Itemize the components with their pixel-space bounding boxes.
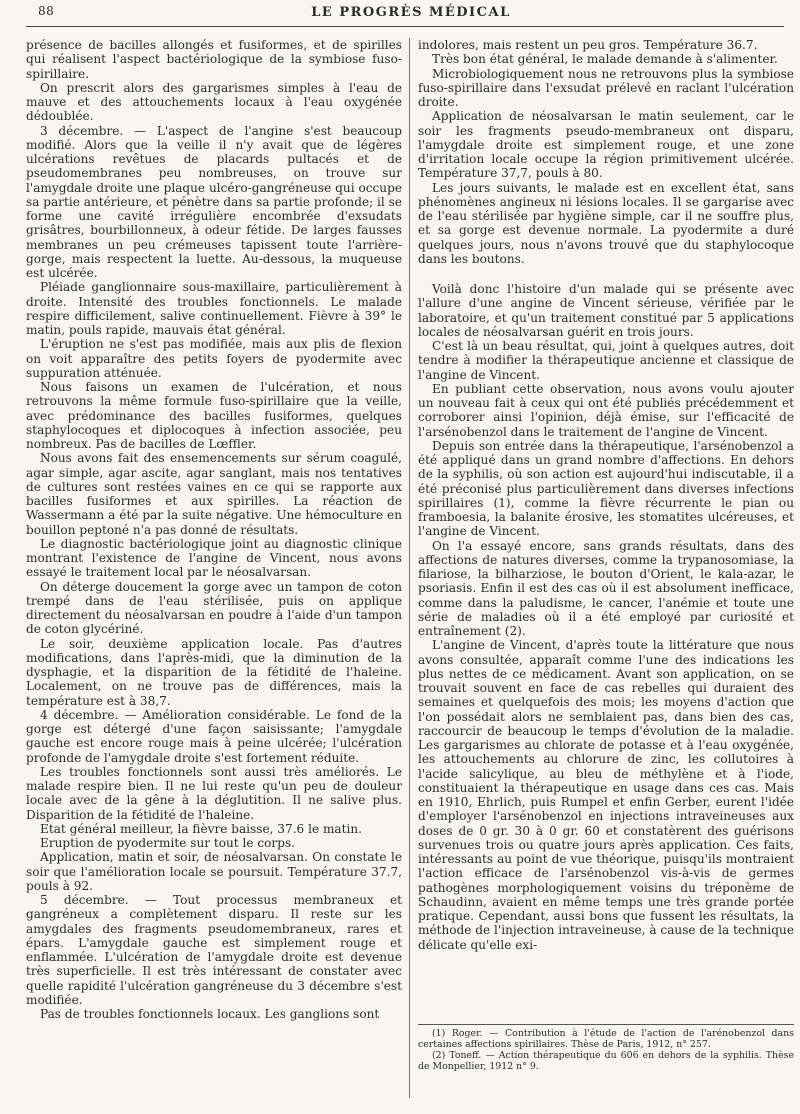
page-header	[38, 4, 784, 26]
paragraph: Les troubles fonctionnels sont aussi très améliorés. Le malade respire bien. Il ne lui reste qu'un peu de douleur locale avec de la gêne à la déglutition. Il ne salive plus. Disparition de la fétidité de l'haleine.	[26, 764, 402, 822]
paragraph: Application, matin et soir, de néosalvarsan. On constate le soir que l'amélioration locale se poursuit. Température 37.7, pouls à 92.	[26, 850, 402, 893]
footnotes	[418, 1028, 794, 1072]
paragraph: Les jours suivants, le malade est en excellent état, sans phénomènes angineux ni lésions locales. Il se gargarise avec de l'eau stérilisée par hygiène simple, car il ne souffre plus, et sa gorge est devenue normale. La pyodermite a duré quelques jours, nous n'avons trouvé que du staphylocoque dans les boutons.	[418, 180, 794, 266]
footnote: (1) Roger. — Contribution à l'étude de l'action de l'arénobenzol dans certaines affections spirillaires. Thèse de Paris, 1912, n° 257.	[418, 1028, 794, 1050]
paragraph: Nous faisons un examen de l'ulcération, et nous retrouvons la même formule fuso-spirillaire que la veille, avec prédominance des bacilles fusiformes, quelques staphylocoques et diplocoques à infection associée, peu nombreux. Pas de bacilles de Lœffler.	[26, 380, 402, 451]
journal-title: LE PROGRÈS MÉDICAL	[311, 5, 511, 20]
paragraph: Eruption de pyodermite sur tout le corps.	[40, 836, 296, 850]
paragraph: indolores, mais restent un peu gros. Température 36.7.	[418, 38, 758, 52]
left-column	[26, 38, 402, 1098]
paragraph: Application de néosalvarsan le matin seulement, car le soir les fragments pseudo-membraneux ont disparu, l'amygdale droite est simplement rouge, et une zone d'irritation locale occupe la région primitivement ulcérée. Température 37,7, pouls à 80.	[418, 109, 794, 181]
page-number: 88	[38, 4, 55, 18]
paragraph: 5 décembre. — Tout processus membraneux et gangréneux a complètement disparu. Il reste sur les amygdales des fragments pseudomembraneux, rares et épars. L'amygdale gauche est simplement rouge et enflammée. L'ulcération de l'amygdale droite est devenue très superficielle. Il est très intéressant de constater avec quelle rapidité l'ulcération gangréneuse du 3 décembre s'est modifiée.	[26, 893, 402, 1007]
paragraph: Etat général meilleur, la fièvre baisse, 37.6 le matin.	[40, 821, 362, 836]
paragraph: Voilà donc l'histoire d'un malade qui se présente avec l'allure d'une angine de Vincent sérieuse, vérifiée par le laboratoire, et qu'un traitement constitué par 5 applications locales de néosalvarsan guérit en trois jours.	[418, 282, 794, 339]
paragraph: Le diagnostic bactériologique joint au diagnostic clinique montrant l'existence de l'angine de Vincent, nous avons essayé le traitement local par le néosalvarsan.	[26, 536, 402, 580]
paragraph: présence de bacilles allongés et fusiformes, et de spirilles qui réalisent l'aspect bactériologique de la symbiose fuso-spirillaire.	[26, 38, 402, 81]
paragraph: Le soir, deuxième application locale. Pas d'autres modifications, dans l'après-midi, que la diminution de la dysphagie, et la disparition de la fétidité de l'haleine. Localement, on ne trouve pas de différences, mais la température est à 38,7.	[26, 636, 402, 708]
paragraph: En publiant cette observation, nous avons voulu ajouter un nouveau fait à ceux qui ont été publiés précédemment et corroborer ainsi l'opinion, déjà émise, sur l'efficacité de l'arsénobenzol dans le traitement de l'angine de Vincent.	[418, 381, 794, 439]
paragraph: 3 décembre. — L'aspect de l'angine s'est beaucoup modifié. Alors que la veille il n'y avait que de légères ulcérations revêtues de placards pultacés et de pseudomembranes peu nombreuses, on trouve sur l'amygdale droite une plaque ulcéro-gangréneuse qui occupe sa partie antérieure, et pénètre dans sa partie profonde; il se forme une cavité irrégulière encombrée d'exsudats grisâtres, bourbillonneux, à odeur fétide. De larges fausses membranes un peu crémeuses tapissent toute l'arrière-gorge, mais respectent la luette. Au-dessous, la muqueuse est ulcérée.	[26, 123, 402, 280]
paragraph: Microbiologiquement nous ne retrouvons plus la symbiose fuso-spirillaire dans l'exsudat prélevé en raclant l'ulcération droite.	[418, 66, 794, 109]
paragraph: On prescrit alors des gargarismes simples à l'eau de mauve et des attouchements locaux à l'eau oxygénée dédoublée.	[26, 80, 402, 124]
paragraph: Très bon état général, le malade demande à s'alimenter.	[432, 52, 778, 67]
paragraph: Depuis son entrée dans la thérapeutique, l'arsénobenzol a été appliqué dans un grand nombre d'affections. En dehors de la syphilis, où son action est aujourd'hui indiscutable, il a été préconisé plus particulièrement dans diverses infections spirillaires (1), comme la fièvre récurrente le pian ou framboesia, la balanite érosive, les stomatites ulcéreuses, et l'angine de Vincent.	[418, 438, 794, 539]
column-divider	[409, 38, 410, 1098]
paragraph: Pas de troubles fonctionnels locaux. Les ganglions sont	[40, 1007, 380, 1021]
paragraph: 4 décembre. — Amélioration considérable. Le fond de la gorge est détergé d'une façon saisissante; l'amygdale gauche est encore rouge mais à peine ulcérée; l'ulcération profonde de l'amygdale droite s'est fortement réduite.	[26, 707, 402, 765]
header-rule	[26, 26, 784, 27]
footnote-rule	[418, 1024, 794, 1025]
paragraph: On déterge doucement la gorge avec un tampon de coton trempé dans de l'eau stérilisée, puis on applique directement du néosalvarsan en poudre à l'aide d'un tampon de coton glycériné.	[26, 579, 402, 637]
paragraph: L'éruption ne s'est pas modifiée, mais aux plis de flexion on voit apparaître des petits foyers de pyodermite avec suppuration atténuée.	[26, 337, 402, 380]
paragraph: Nous avons fait des ensemencements sur sérum coagulé, agar simple, agar ascite, agar sanglant, mais nos tentatives de cultures sont restées vaines en ce qui se rapporte aux bacilles fusiformes et aux spirilles. La réaction de Wassermann a été par la suite négative. Une hémoculture en bouillon peptoné n'a pas donné de résultats.	[26, 451, 402, 537]
paragraph: C'est là un beau résultat, qui, joint à quelques autres, doit tendre à modifier la thérapeutique ancienne et classique de l'angine de Vincent.	[418, 339, 794, 382]
paragraph: On l'a essayé encore, sans grands résultats, dans des affections de natures diverses, comme la trypanosomiase, la filariose, la bilharziose, le bouton d'Orient, le kala-azar, le psoriasis. Enfin il est des cas où il est absolument inefficace, comme dans la paludisme, le cancer, l'anémie et toute une série de maladies où il a été employé par curiosité et entraînement (2).	[418, 538, 794, 638]
footnote: (2) Toneff. — Action thérapeutique du 606 en dehors de la syphilis. Thèse de Monpellier, 1912 n° 9.	[418, 1050, 794, 1072]
right-column	[418, 38, 794, 1048]
paragraph: L'angine de Vincent, d'après toute la littérature que nous avons consultée, apparaît comme l'une des indications les plus nettes de ce médicament. Avant son application, on se trouvait souvent en face de cas rebelles qui duraient des semaines et quelquefois des mois; les moyens d'action que l'on possédait alors ne semblaient pas, dans bien des cas, raccourcir de beaucoup le temps d'évolution de la maladie. Les gargarismes au chlorate de potasse et à l'eau oxygénée, les attouchements au chlorure de zinc, les collutoires à l'acide salicylique, au bleu de méthylène et à l'iode, constituaient la thérapeutique en usage dans ces cas. Mais en 1910, Ehrlich, puis Rumpel et enfin Gerber, eurent l'idée d'employer l'arsénobenzol en injections intraveineuses aux doses de 0 gr. 30 à 0 gr. 60 et constatèrent des guérisons survenues trois ou quatre jours après application. Ces faits, intéressants au point de vue théorique, puisqu'ils montraient l'action efficace de l'arsénobenzol vis-à-vis de germes pathogènes morphologiquement voisins du tréponème de Schaudinn, avaient en même temps une très grande portée pratique. Cependant, aussi bons que fussent les résultats, la méthode de l'injection intraveineuse, à cause de la technique délicate qu'elle exi-	[418, 638, 794, 952]
paragraph: Pléiade ganglionnaire sous-maxillaire, particulièrement à droite. Intensité des troubles fonctionnels. Le malade respire difficilement, salive continuellement. Fièvre à 39° le matin, pouls rapide, mauvais état général.	[26, 280, 402, 337]
